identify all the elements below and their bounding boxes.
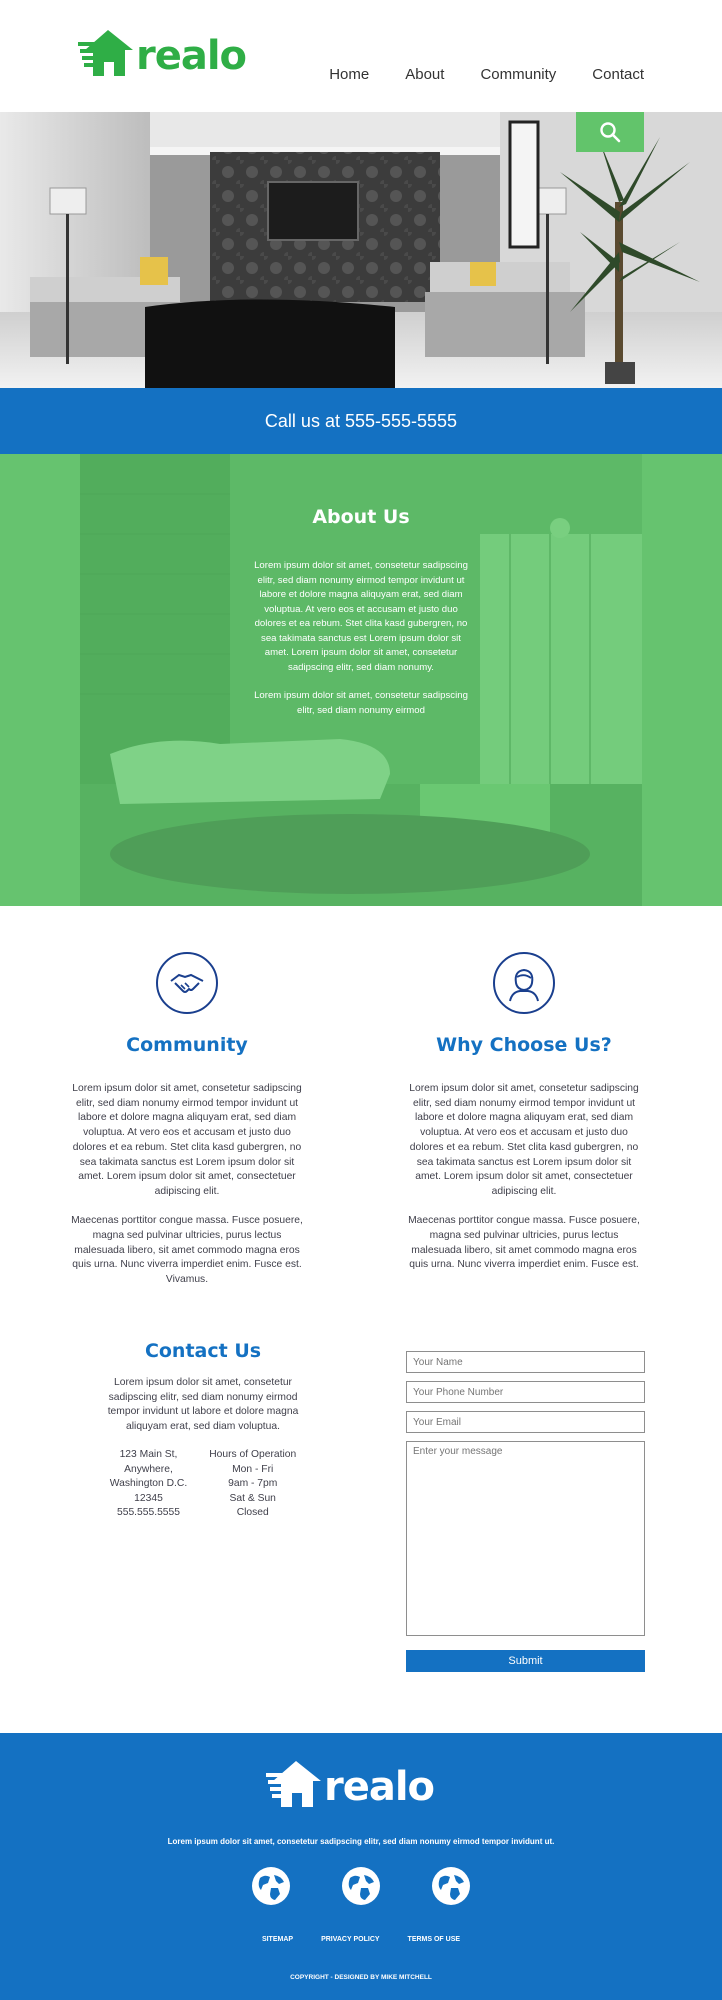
social-link[interactable] xyxy=(251,1866,291,1906)
call-bar xyxy=(0,388,722,454)
hero-image xyxy=(0,112,722,388)
community-title: Community xyxy=(126,1034,248,1056)
nav-about[interactable]: About xyxy=(405,66,445,83)
about-text xyxy=(254,559,468,732)
logo[interactable] xyxy=(78,28,246,78)
nav-community[interactable]: Community xyxy=(480,66,557,83)
email-field[interactable] xyxy=(406,1411,645,1433)
community-feature xyxy=(67,952,307,1303)
community-text xyxy=(67,1082,307,1288)
contact-info xyxy=(78,1340,328,1521)
hours-block xyxy=(209,1448,296,1521)
phone-number[interactable]: 555.555.5555 xyxy=(116,1507,180,1518)
contact-form xyxy=(406,1351,645,1672)
contact-details xyxy=(78,1448,328,1521)
about-paragraph: Lorem ipsum dolor sit amet, consetetur sadipscing elitr, sed diam nonumy eirmod xyxy=(254,690,468,716)
person-icon xyxy=(493,952,555,1014)
contact-text: Lorem ipsum dolor sit amet, consetetur sadipscing elitr, sed diam nonumy eirmod tempor invidunt ut labore et dolore magna aliquyam erat, sed diam voluptua. xyxy=(107,1377,299,1432)
about-paragraph: Lorem ipsum dolor sit amet, consetetur sadipscing elitr, sed diam nonumy eirmod tempor invidunt ut labore et dolore magna aliquyam erat, sed diam voluptua. At vero eos et accusam et justo duo dolores et ea rebum. Stet clita kasd gubergren, no sea takimata sanctus est Lorem ipsum dolor sit amet. Lorem ipsum dolor sit amet, consetetur sadipscing elitr, sed diam nonumy. xyxy=(254,560,468,673)
footer-tagline: Lorem ipsum dolor sit amet, consetetur sadipscing elitr, sed diam nonumy eirmod tempor invidunt ut. xyxy=(167,1837,555,1846)
footer-logo[interactable] xyxy=(266,1759,434,1809)
globe-icon xyxy=(431,1866,471,1906)
address-line: 123 Main St, xyxy=(119,1449,178,1460)
why-choose-us-paragraph: Maecenas porttitor congue massa. Fusce posuere, magna sed pulvinar ultricies, purus lectus malesuada libero, sit amet commodo magna eros quis urna. Nunc viverra imperdiet enim. Fusce est. xyxy=(408,1215,640,1271)
social-links xyxy=(0,1866,722,1906)
call-text[interactable]: Call us at 555-555-5555 xyxy=(264,410,458,431)
hours-line: 9am - 7pm xyxy=(228,1478,278,1489)
footer-link-sitemap[interactable]: SITEMAP xyxy=(261,1936,294,1943)
footer-logo-text: realo xyxy=(324,1764,435,1810)
why-choose-us-paragraph: Lorem ipsum dolor sit amet, consetetur sadipscing elitr, sed diam nonumy eirmod tempor invidunt ut labore et dolore magna aliquyam erat, sed diam voluptua. At vero eos et accusam et justo duo dolores et ea rebum. Stet clita kasd gubergren, no sea takimata sanctus est Lorem ipsum dolor sit amet. Lorem ipsum dolor sit amet, consectetuer adipiscing elit. xyxy=(409,1083,639,1197)
house-logo-icon xyxy=(266,1759,322,1809)
phone-field[interactable] xyxy=(406,1381,645,1403)
social-link[interactable] xyxy=(431,1866,471,1906)
copyright: COPYRIGHT - DESIGNED BY MIKE MITCHELL xyxy=(290,1974,432,1981)
contact-title: Contact Us xyxy=(144,1340,262,1362)
house-logo-icon xyxy=(78,28,134,78)
social-link[interactable] xyxy=(341,1866,381,1906)
site-footer xyxy=(0,1733,722,2000)
hours-line: Mon - Fri xyxy=(232,1463,274,1475)
hours-line: Closed xyxy=(236,1507,269,1518)
address-block xyxy=(110,1448,187,1521)
search-icon xyxy=(599,121,621,143)
nav-contact[interactable]: Contact xyxy=(592,66,644,83)
why-choose-us-title: Why Choose Us? xyxy=(436,1034,612,1056)
name-field[interactable] xyxy=(406,1351,645,1373)
globe-icon xyxy=(341,1866,381,1906)
why-choose-us-feature xyxy=(404,952,644,1288)
about-title: About Us xyxy=(312,506,410,528)
footer-links xyxy=(0,1936,722,1943)
why-choose-us-text xyxy=(404,1082,644,1273)
about-content xyxy=(0,454,722,906)
hours-line: Hours of Operation xyxy=(209,1449,297,1460)
globe-icon xyxy=(251,1866,291,1906)
footer-link-privacy[interactable]: PRIVACY POLICY xyxy=(321,1936,380,1943)
message-field[interactable] xyxy=(406,1441,645,1636)
main-nav xyxy=(293,66,644,83)
logo-text: realo xyxy=(136,33,247,79)
site-header xyxy=(0,0,722,112)
search-button[interactable] xyxy=(576,112,644,152)
address-line: 12345 xyxy=(134,1492,163,1504)
about-section xyxy=(0,454,722,906)
address-line: Washington D.C. xyxy=(109,1478,188,1489)
footer-link-terms[interactable]: TERMS OF USE xyxy=(407,1936,461,1943)
address-line: Anywhere, xyxy=(124,1463,173,1475)
nav-home[interactable]: Home xyxy=(329,66,370,83)
hours-line: Sat & Sun xyxy=(229,1492,276,1504)
community-paragraph: Maecenas porttitor congue massa. Fusce posuere, magna sed pulvinar ultricies, purus lectus malesuada libero, sit amet commodo magna eros quis urna. Nunc viverra imperdiet enim. Fusce est. Vivamus. xyxy=(71,1215,303,1286)
community-paragraph: Lorem ipsum dolor sit amet, consetetur sadipscing elitr, sed diam nonumy eirmod tempor invidunt ut labore et dolore magna aliquyam erat, sed diam voluptua. At vero eos et accusam et justo duo dolores et ea rebum. Stet clita kasd gubergren, no sea takimata sanctus est Lorem ipsum dolor sit amet. Lorem ipsum dolor sit amet, consectetuer adipiscing elit. xyxy=(72,1083,302,1197)
living-room-illustration xyxy=(0,112,722,388)
submit-button[interactable]: Submit xyxy=(406,1650,645,1672)
handshake-icon xyxy=(156,952,218,1014)
